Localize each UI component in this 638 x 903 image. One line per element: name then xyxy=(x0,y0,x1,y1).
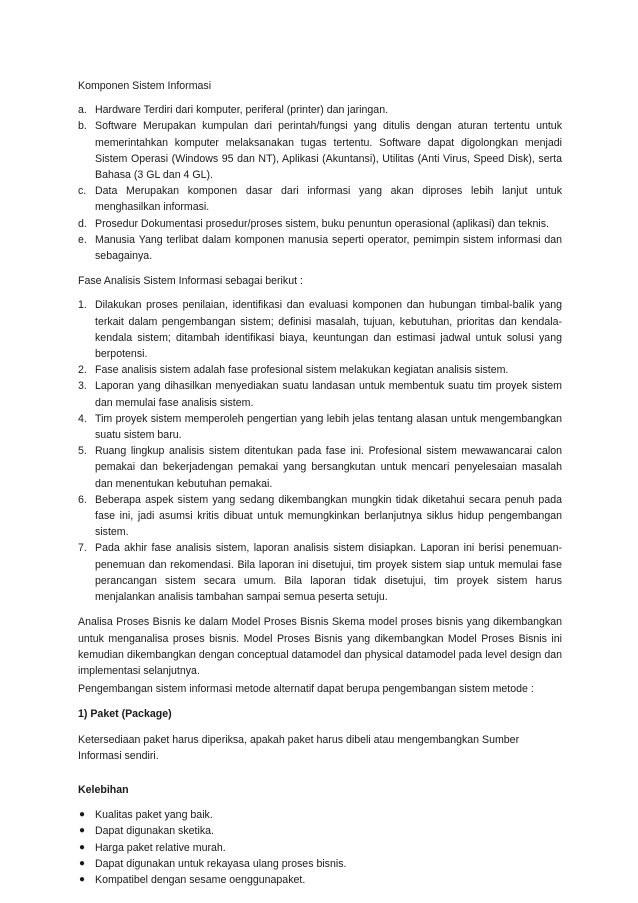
list-text: Prosedur Dokumentasi prosedur/proses sistem, buku penuntun operasional (aplikasi) dan teknis. xyxy=(95,217,550,230)
bullet-icon: ● xyxy=(79,857,86,869)
bullet-icon: ● xyxy=(79,809,86,821)
list-marker: d. xyxy=(78,217,87,230)
list-text: Dapat digunakan sketika. xyxy=(95,825,214,838)
list-marker: b. xyxy=(78,120,87,133)
phases-list xyxy=(78,297,562,605)
list-item xyxy=(78,216,562,232)
bullet-icon: ● xyxy=(79,873,86,885)
list-item xyxy=(78,411,562,443)
list-item xyxy=(78,297,562,362)
list-text: Pada akhir fase analisis sistem, laporan analisis sistem disiapkan. Laporan ini berisi penemuan-penemuan dan rekomendasi. Bila laporan ini disetujui, tim proyek sistem siap untuk memulai fase perancangan sistem secara umum. Bila laporan tidak disetujui, tim proyek sistem harus menjalankan analisis tambahan sampai semua peserta setuju. xyxy=(95,542,562,604)
list-text: Manusia Yang terlibat dalam komponen manusia seperti operator, pemimpin sistem informasi dan sebagainya. xyxy=(95,233,562,263)
list-text: Hardware Terdiri dari komputer, periferal (printer) dan jaringan. xyxy=(95,104,389,117)
list-marker: 6. xyxy=(78,493,87,506)
list-item xyxy=(78,856,562,872)
list-text: Dapat digunakan untuk rekayasa ulang proses bisnis. xyxy=(95,857,347,870)
list-text: Laporan yang dihasilkan menyediakan suatu landasan untuk membentuk suatu tim proyek sistem dan memulai fase analisis sistem. xyxy=(95,380,562,409)
list-text: Ruang lingkup analisis sistem ditentukan pada fase ini. Profesional sistem mewawancarai calon pemakai dan bekerjadengan pemakai yang bersangkutan untuk mencari penyelesaian masalah dan menentukan kebutuhan pemakai. xyxy=(95,445,562,490)
list-text: Kompatibel dengan sesame oenggunapaket. xyxy=(95,873,306,886)
list-text: Data Merupakan komponen dasar dari informasi yang akan diproses lebih lanjut untuk menghasilkan informasi. xyxy=(95,185,562,214)
bullet-icon: ● xyxy=(79,825,86,837)
list-item xyxy=(78,840,562,856)
paragraph-analisa-proses-bisnis: Analisa Proses Bisnis ke dalam Model Proses Bisnis Skema model proses bisnis yang dikembangkan untuk menganalisa proses bisnis. Model Proses Bisnis yang dikembangkan Model Proses Bisnis ini kemudian dikembangkan dengan conceptual datamodel dan physical datamodel pada level design dan implementasi selanjutnya. xyxy=(78,616,562,677)
list-item xyxy=(78,540,562,605)
list-item xyxy=(78,872,562,888)
list-text: Tim proyek sistem memperoleh pengertian yang lebih jelas tentang alasan untuk mengembangkan suatu sistem baru. xyxy=(95,412,562,442)
list-marker: a. xyxy=(78,104,87,117)
list-item xyxy=(78,807,562,823)
kelebihan-list xyxy=(78,807,562,888)
list-item xyxy=(78,492,562,541)
heading-fase-analisis: Fase Analisis Sistem Informasi sebagai berikut : xyxy=(78,275,303,288)
list-text: Fase analisis sistem adalah fase profesional sistem melakukan kegiatan analisis sistem. xyxy=(95,364,509,377)
list-item xyxy=(78,362,562,378)
paragraph-pengembangan: Pengembangan sistem informasi metode alternatif dapat berupa pengembangan sistem metode : xyxy=(78,683,534,696)
components-list xyxy=(78,102,562,264)
list-item xyxy=(78,183,562,215)
heading-komponen: Komponen Sistem Informasi xyxy=(78,80,212,92)
list-marker: 3. xyxy=(78,380,87,393)
list-marker: 1. xyxy=(78,299,87,312)
list-marker: c. xyxy=(78,185,87,198)
list-marker: 7. xyxy=(78,542,87,555)
list-text: Harga paket relative murah. xyxy=(95,841,226,854)
list-item xyxy=(78,378,562,410)
list-item xyxy=(78,232,562,264)
list-marker: 4. xyxy=(78,412,87,425)
list-text: Software Merupakan kumpulan dari perintah/fungsi yang ditulis dengan aturan tertentu untuk memerintahkan komputer melaksanakan tugas tertentu. Software dapat digolongkan menjadi Sistem Operasi (Windows 95 dan NT), Aplikasi (Akuntansi), Utilitas (Anti Virus, Speed Disk), serta Bahasa (3 GL dan 4 GL). xyxy=(95,120,562,182)
list-marker: 2. xyxy=(78,364,87,377)
list-item xyxy=(78,823,562,839)
heading-kelebihan: Kelebihan xyxy=(78,783,129,796)
document-page xyxy=(78,78,562,888)
paragraph-paket: Ketersediaan paket harus diperiksa, apakah paket harus dibeli atau mengembangkan Sumber Informasi sendiri. xyxy=(78,733,520,762)
list-text: Dilakukan proses penilaian, identifikasi dan evaluasi komponen dan hubungan timbal-balik yang terkait dalam pengembangan sistem; definisi masalah, tujuan, kebutuhan, prioritas dan kendala-kendala sistem; ditambah identifikasi biaya, keuntungan dan estimasi jadwal untuk solusi yang berpotensi. xyxy=(95,299,562,361)
list-marker: e. xyxy=(78,233,87,246)
list-item xyxy=(78,118,562,183)
list-marker: 5. xyxy=(78,445,87,458)
list-item xyxy=(78,102,562,118)
bullet-icon: ● xyxy=(79,841,86,853)
list-text: Kualitas paket yang baik. xyxy=(95,809,213,822)
heading-paket: 1) Paket (Package) xyxy=(78,708,172,721)
list-item xyxy=(78,443,562,492)
list-text: Beberapa aspek sistem yang sedang dikembangkan mungkin tidak diketahui secara penuh pada fase ini, jadi asumsi kritis dibuat untuk memungkinkan berlanjutnya siklus hidup pengembangan sistem. xyxy=(95,493,562,539)
